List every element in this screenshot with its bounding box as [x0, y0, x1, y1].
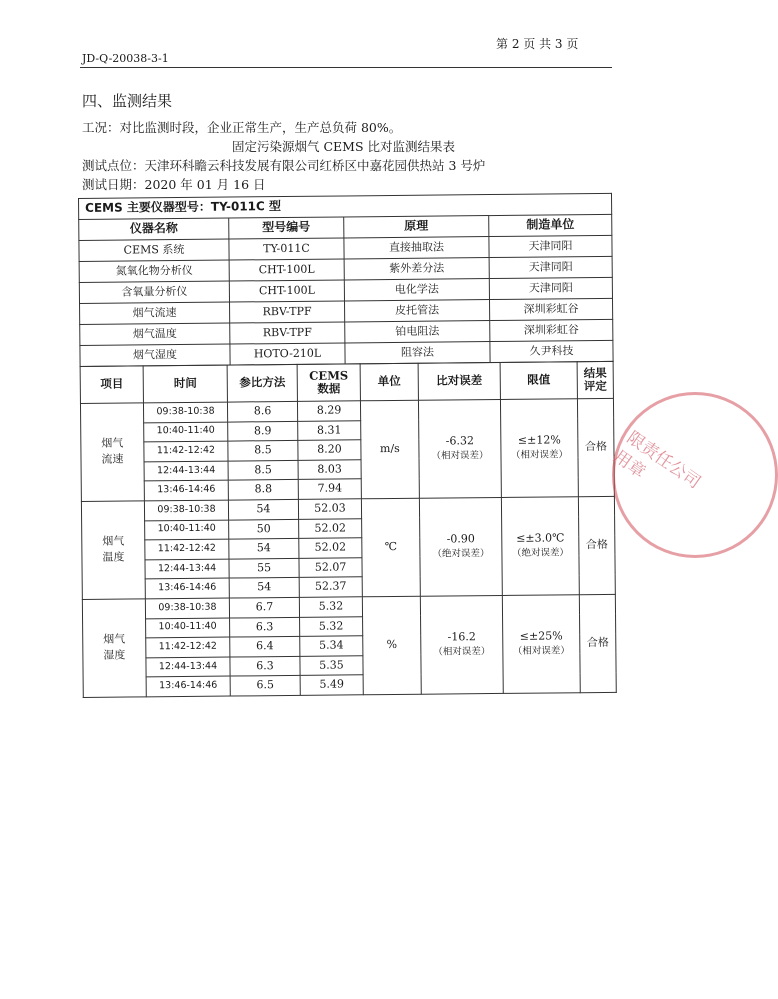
error-note: （绝对误差） — [432, 547, 490, 560]
equipment-maker: 深圳彩虹谷 — [490, 319, 613, 341]
unit-cell: m/s — [360, 400, 419, 499]
reference-value: 6.3 — [230, 617, 300, 637]
equipment-principle: 直接抽取法 — [344, 237, 489, 259]
error-value: -6.32 — [445, 434, 475, 448]
equipment-maker: 深圳彩虹谷 — [489, 298, 612, 320]
col-header-reference: 参比方法 — [227, 364, 297, 402]
time-cell: 12:44-13:44 — [145, 559, 229, 579]
cems-value: 5.34 — [300, 636, 363, 656]
measurement-row — [80, 398, 613, 423]
time-cell: 11:42-12:42 — [146, 637, 230, 657]
equipment-model: TY-011C — [229, 238, 344, 260]
time-cell: 13:46-14:46 — [146, 676, 230, 696]
seal-text: 限责任公司 用章 — [609, 427, 705, 493]
equipment-name: 烟气温度 — [80, 323, 230, 345]
col-header-time: 时间 — [143, 365, 227, 403]
table-title: 固定污染源烟气 CEMS 比对监测结果表 — [232, 139, 455, 154]
equipment-maker: 天津同阳 — [489, 256, 612, 278]
reference-value: 54 — [229, 578, 299, 598]
cems-value: 8.03 — [298, 460, 361, 480]
equipment-principle: 皮托管法 — [345, 300, 490, 322]
col-header-limit: 限值 — [500, 362, 577, 400]
reference-value: 8.8 — [228, 480, 298, 500]
error-cell — [420, 595, 503, 694]
measurement-table — [80, 361, 617, 698]
reference-value: 8.9 — [228, 421, 298, 441]
equipment-maker: 天津同阳 — [489, 235, 612, 257]
col-header-unit: 单位 — [360, 363, 418, 401]
error-value: -16.2 — [447, 630, 476, 644]
unit-cell: % — [362, 596, 421, 695]
cems-value: 52.02 — [299, 538, 362, 558]
unit-cell: ℃ — [361, 498, 420, 597]
time-cell: 09:38-10:38 — [144, 500, 228, 520]
equipment-principle: 电化学法 — [344, 279, 489, 301]
equipment-name: CEMS 系统 — [79, 239, 229, 261]
equipment-table — [78, 193, 614, 367]
result-cell: 合格 — [577, 398, 614, 496]
error-value: -0.90 — [446, 532, 475, 546]
col-header-result: 结果 评定 — [577, 361, 613, 398]
reference-value: 6.3 — [230, 656, 300, 676]
limit-cell — [500, 399, 578, 498]
page-number: 第 2 页 共 3 页 — [496, 37, 579, 51]
result-cell: 合格 — [579, 594, 616, 692]
cems-value: 8.31 — [298, 420, 361, 440]
limit-note: （绝对误差） — [511, 547, 569, 559]
reference-value: 54 — [228, 499, 298, 519]
cems-value: 52.07 — [299, 558, 362, 578]
reference-value: 6.7 — [229, 597, 299, 617]
limit-note: （相对误差） — [512, 645, 570, 657]
reference-value: 55 — [229, 558, 299, 578]
equipment-header-model: 型号编号 — [229, 217, 344, 239]
time-cell: 12:44-13:44 — [146, 657, 230, 677]
limit-note: （相对误差） — [510, 449, 569, 461]
cems-value: 5.35 — [300, 656, 363, 676]
reference-value: 8.5 — [228, 441, 298, 461]
equipment-model: CHT-100L — [229, 280, 344, 302]
col-header-item: 项目 — [80, 366, 143, 404]
measurement-row — [81, 496, 614, 521]
cems-value: 5.32 — [299, 597, 362, 617]
cems-value: 8.20 — [298, 440, 361, 460]
equipment-model: HOTO-210L — [230, 343, 345, 365]
equipment-principle: 阻容法 — [345, 342, 490, 364]
operating-conditions: 工况：对比监测时段，企业正常生产，生产总负荷 80%。 — [82, 120, 402, 135]
test-site: 测试点位：天津环科瞻云科技发展有限公司红桥区中嘉花园供热站 3 号炉 — [82, 158, 486, 173]
equipment-principle: 紫外差分法 — [344, 258, 489, 280]
error-note: （相对误差） — [431, 449, 489, 462]
time-cell: 10:40-11:40 — [144, 422, 228, 442]
time-cell: 11:42-12:42 — [145, 539, 229, 559]
time-cell: 12:44-13:44 — [144, 461, 228, 481]
measurement-row — [82, 594, 615, 619]
time-cell: 13:46-14:46 — [144, 480, 228, 500]
cems-value: 52.03 — [298, 499, 361, 519]
cems-value: 8.29 — [297, 401, 360, 421]
error-cell — [418, 399, 501, 498]
equipment-header-maker: 制造单位 — [489, 214, 612, 236]
time-cell: 09:38-10:38 — [145, 598, 229, 618]
limit-value: ≤±25% — [519, 629, 563, 643]
item-name: 烟气 流速 — [80, 403, 144, 502]
equipment-header-principle: 原理 — [344, 216, 489, 238]
reference-value: 8.6 — [227, 401, 297, 421]
header-divider — [80, 67, 612, 68]
equipment-name: 含氧量分析仪 — [79, 281, 229, 303]
equipment-name: 烟气流速 — [80, 302, 230, 324]
cems-value: 52.37 — [299, 577, 362, 597]
reference-value: 8.5 — [228, 460, 298, 480]
cems-value: 5.49 — [300, 675, 363, 695]
time-cell: 13:46-14:46 — [145, 578, 229, 598]
item-name: 烟气 湿度 — [82, 599, 146, 698]
time-cell: 10:40-11:40 — [146, 618, 230, 638]
reference-value: 6.4 — [230, 637, 300, 657]
company-seal-stamp — [609, 392, 778, 558]
cems-value: 5.32 — [300, 616, 363, 636]
result-cell: 合格 — [578, 496, 615, 594]
limit-value: ≤±12% — [517, 433, 561, 447]
limit-value: ≤±3.0℃ — [516, 531, 565, 545]
equipment-header-name: 仪器名称 — [79, 218, 229, 240]
equipment-model: RBV-TPF — [230, 301, 345, 323]
equipment-maker: 天津同阳 — [489, 277, 612, 299]
equipment-title: CEMS 主要仪器型号：TY-011C 型 — [79, 193, 612, 219]
equipment-principle: 铂电阻法 — [345, 321, 490, 343]
document-code: JD-Q-20038-3-1 — [82, 52, 169, 65]
results-table-wrapper — [78, 193, 616, 698]
limit-cell — [501, 497, 579, 596]
time-cell: 11:42-12:42 — [144, 441, 228, 461]
error-note: （相对误差） — [433, 645, 491, 658]
reference-value: 54 — [229, 539, 299, 559]
item-name: 烟气 温度 — [81, 501, 145, 600]
section-title: 四、监测结果 — [82, 92, 173, 110]
equipment-name: 烟气湿度 — [80, 344, 230, 366]
error-cell — [419, 497, 502, 596]
test-date: 测试日期：2020 年 01 月 16 日 — [82, 177, 266, 192]
cems-value: 7.94 — [298, 479, 361, 499]
reference-value: 6.5 — [230, 676, 300, 696]
time-cell: 10:40-11:40 — [145, 520, 229, 540]
equipment-maker: 久尹科技 — [490, 340, 613, 362]
col-header-error: 比对误差 — [418, 362, 500, 400]
equipment-model: RBV-TPF — [230, 322, 345, 344]
col-header-cems: CEMS 数据 — [297, 364, 360, 402]
cems-value: 52.02 — [299, 518, 362, 538]
time-cell: 09:38-10:38 — [143, 402, 227, 422]
reference-value: 50 — [229, 519, 299, 539]
limit-cell — [502, 595, 580, 694]
equipment-name: 氮氧化物分析仪 — [79, 260, 229, 282]
equipment-model: CHT-100L — [229, 259, 344, 281]
